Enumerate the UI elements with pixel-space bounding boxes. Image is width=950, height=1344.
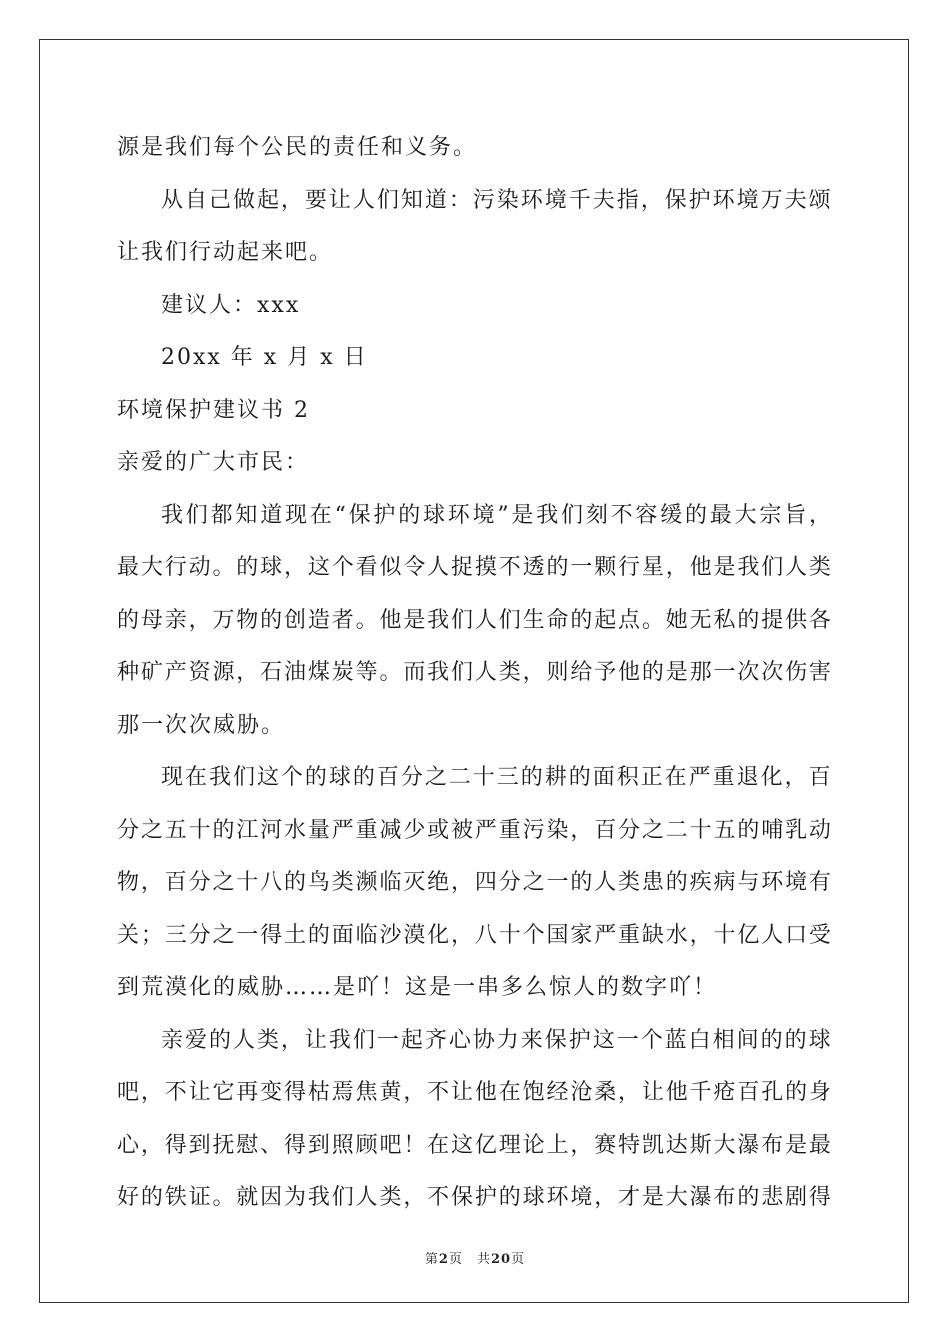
document-body	[117, 122, 831, 1225]
paragraph-line: 从 自 己 做 起 ， 要 让 人 们 知 道 ： 污 染 环 境 千 夫 指 ， 保 护 环 境 万 夫 颂	[161, 187, 831, 213]
date-line: 20xx 年 x 月 x 日	[161, 345, 368, 370]
paragraph-line: 到荒漠化的威胁……是吖！这是一串多么惊人的数字吖！	[117, 975, 718, 1000]
paragraph-line: 现 在 我 们 这 个 的 球 的 百 分 之 二 十 三 的 耕 的 面 积 正 在 严 重 退 化 ， 百	[161, 765, 831, 790]
paragraph-line: 种 矿 产 资 源 ， 石 油 煤 炭 等 。 而 我 们 人 类 ， 则 给 予 他 的 是 那 一 次 次 伤 害	[117, 660, 831, 685]
paragraph-line: 亲 爱 的 人 类 ， 让 我 们 一 起 齐 心 协 力 来 保 护 这 一 个 蓝 白 相 间 的 的 球	[161, 1027, 831, 1053]
footer-page-total: 20	[490, 1252, 512, 1267]
paragraph-line: 我 们 都 知 道 现 在 “ 保 护 的 球 环 境 ” 是 我 们 刻 不 容 缓 的 最 大 宗 旨 ，	[161, 502, 831, 528]
footer-page-prefix: 第	[424, 1252, 439, 1267]
signature-line: 建议人：xxx	[161, 292, 301, 318]
footer-page-mid: 页 共	[448, 1252, 491, 1267]
page-footer	[0, 1248, 950, 1267]
paragraph-line: 好 的 铁 证 。 就 因 为 我 们 人 类 ， 不 保 护 的 球 环 境 ， 才 是 大 瀑 布 的 悲 剧 得	[117, 1185, 831, 1210]
paragraph-line: 分 之 五 十 的 江 河 水 量 严 重 减 少 或 被 严 重 污 染 ， 百 分 之 二 十 五 的 哺 乳 动	[117, 817, 831, 843]
paragraph-line: 源是我们每个公民的责任和义务。	[117, 135, 478, 160]
paragraph-line: 让我们行动起来吧。	[117, 240, 334, 265]
paragraph-line: 吧 ， 不 让 它 再 变 得 枯 焉 焦 黄 ， 不 让 他 在 饱 经 沧 桑 ， 让 他 千 疮 百 孔 的 身	[117, 1080, 831, 1105]
salutation: 亲爱的广大市民：	[117, 450, 310, 475]
footer-page-suffix: 页	[511, 1252, 526, 1267]
paragraph-line: 心 ， 得 到 抚 慰 、 得 到 照 顾 吧 ！ 在 这 亿 理 论 上 ， 赛 特 凯 达 斯 大 瀑 布 是 最	[117, 1132, 831, 1158]
footer-page-current: 2	[438, 1252, 449, 1267]
paragraph-line: 物 ， 百 分 之 十 八 的 鸟 类 濒 临 灭 绝 ， 四 分 之 一 的 人 类 患 的 疾 病 与 环 境 有	[117, 870, 831, 895]
paragraph-line: 那一次次威胁。	[117, 712, 286, 738]
paragraph-line: 最 大 行 动 。 的 球 ， 这 个 看 似 令 人 捉 摸 不 透 的 一 颗 行 星 ， 他 是 我 们 人 类	[117, 555, 831, 580]
paragraph-line: 的 母 亲 ， 万 物 的 创 造 者 。 他 是 我 们 人 们 生 命 的 起 点 。 她 无 私 的 提 供 各	[117, 607, 831, 633]
section-title: 环境保护建议书 2	[117, 397, 310, 423]
paragraph-line: 关 ； 三 分 之 一 得 土 的 面 临 沙 漠 化 ， 八 十 个 国 家 严 重 缺 水 ， 十 亿 人 口 受	[117, 922, 831, 948]
